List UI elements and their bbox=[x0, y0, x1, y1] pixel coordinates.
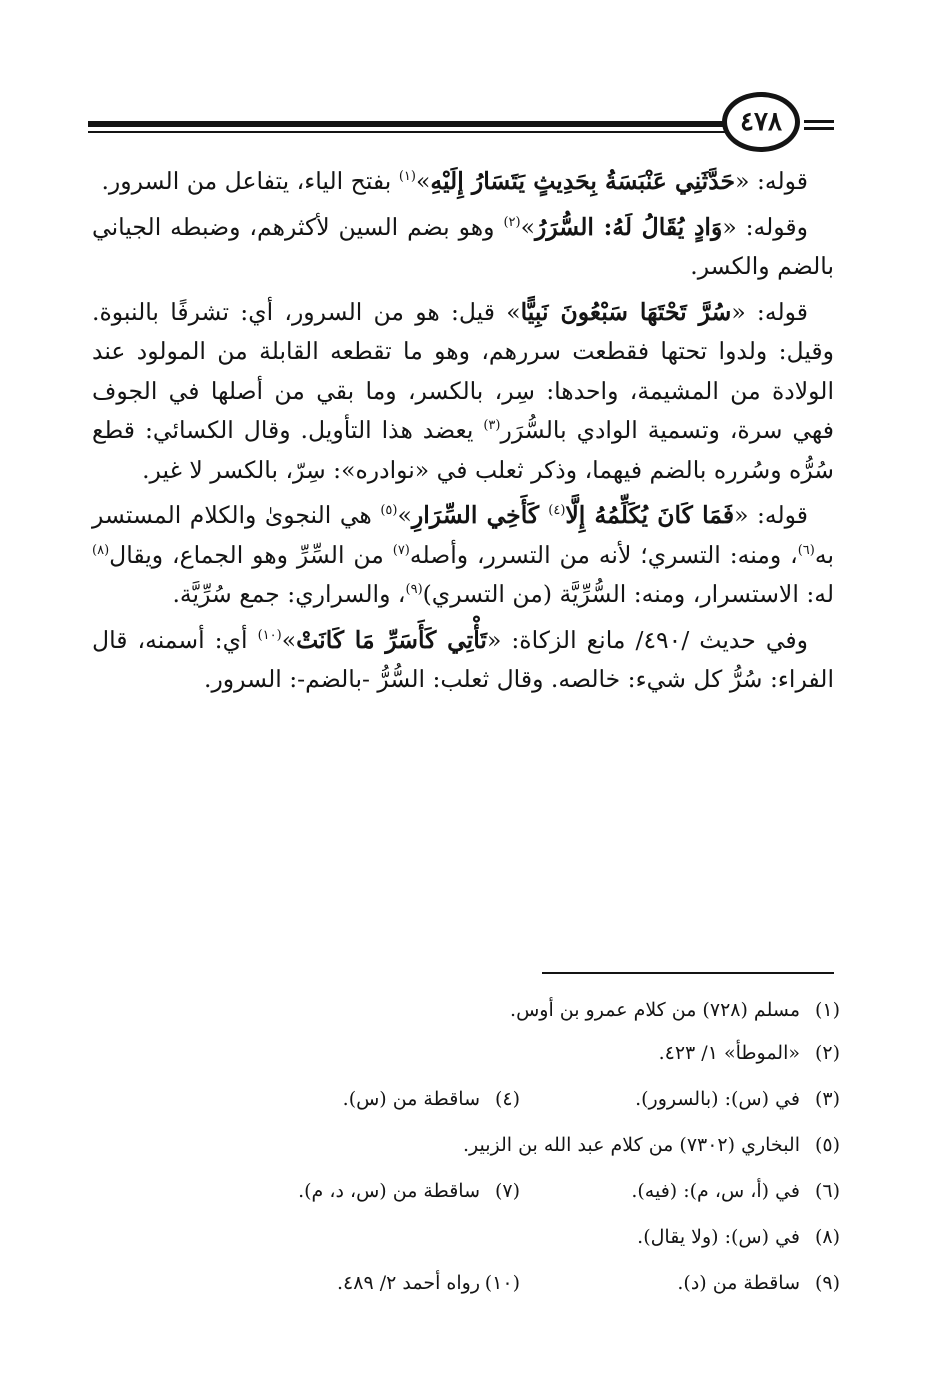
footnote-number: (٨) bbox=[814, 1226, 840, 1248]
footnote-2 bbox=[200, 1042, 840, 1064]
paragraph-1 bbox=[92, 162, 834, 202]
paragraph-text: قيل: هو من السرور، أي: تشرفًا بالنبوة. وقيل: ولدوا تحتها فقطعت سررهم، وهو ما تقطعه القابلة من المولود عند الولادة من المشيمة، واحدها: سِر، بالكسر، وما بقي من أصلها في الجوف فهي سرة، وتسمية الوادي بالسُّرَر bbox=[92, 297, 834, 444]
footnote-4 bbox=[200, 1088, 520, 1110]
footnote-ref: (٣) bbox=[483, 418, 501, 434]
paragraph-lead: قوله: « bbox=[734, 501, 808, 529]
header-rule-thin bbox=[88, 131, 730, 133]
footnote-ref: (٩) bbox=[405, 582, 423, 598]
footnote-row bbox=[200, 1214, 840, 1260]
footnote-ref: (٨) bbox=[92, 542, 110, 558]
hadith-quote: فَمَا كَانَ يُكَلِّمُهُ إِلَّا bbox=[565, 501, 735, 529]
footnote-text: رواه أحمد ٢/ ٤٨٩. bbox=[337, 1272, 480, 1294]
quote-close: » bbox=[397, 501, 412, 529]
footnote-text: «الموطأ» ١/ ٤٢٣. bbox=[658, 1042, 800, 1064]
paragraph-text: بفتح الياء، يتفاعل من السرور. bbox=[101, 167, 399, 195]
footnote-5 bbox=[200, 1134, 840, 1156]
footnote-number: (١٠) bbox=[484, 1272, 520, 1294]
paragraph-2 bbox=[92, 208, 834, 287]
paragraph-text: ، ومنه: التسري؛ لأنه من التسرر، وأصله bbox=[409, 540, 798, 569]
footnote-1 bbox=[200, 999, 840, 1021]
footnote-ref: (٦) bbox=[797, 542, 815, 558]
page-number: ٤٧٨ bbox=[740, 107, 782, 137]
footnote-ref: (٢) bbox=[503, 214, 521, 230]
header-rule-right-upper bbox=[804, 120, 834, 123]
footnote-text: ساقطة من (س). bbox=[342, 1088, 480, 1110]
footnote-text: في (أ، س، م): (فيه). bbox=[631, 1180, 800, 1202]
footnote-ref: (٧) bbox=[392, 542, 410, 558]
hadith-quote: كَأَخِي السِّرَارِ bbox=[411, 501, 549, 529]
footnote-number: (٣) bbox=[814, 1088, 840, 1110]
paragraph-text: أي: أسمنه، قال الفراء: سُرُّ كل شيء: خالصه. وقال ثعلب: السُّرُّ -بالضم-: السرور. bbox=[92, 625, 834, 693]
footnote-text: البخاري (٧٣٠٢) من كلام عبد الله بن الزبير. bbox=[462, 1134, 800, 1156]
footnote-row bbox=[200, 1168, 840, 1214]
footnote-number: (٧) bbox=[494, 1180, 520, 1202]
footnote-ref: (٥) bbox=[380, 503, 398, 519]
hadith-quote: وَادٍ يُقَالُ لَهُ: السُّرَرُ bbox=[534, 212, 723, 241]
footnote-row bbox=[200, 1260, 840, 1306]
hadith-quote: سُرَّ تَحْتَهَا سَبْعُونَ نَبِيًّا bbox=[520, 297, 732, 326]
footnote-number: (٥) bbox=[814, 1134, 840, 1156]
footnote-ref: (١٠) bbox=[257, 627, 282, 643]
paragraph-lead: وفي حديث /٤٩٠/ مانع الزكاة: « bbox=[486, 625, 808, 654]
footnote-text: في (س): (ولا يقال). bbox=[637, 1226, 800, 1248]
hadith-quote: حَدَّثَنِي عَنْبَسَةُ بِحَدِيثٍ يَتَسَارُ إِلَيْهِ bbox=[430, 167, 736, 195]
quote-close: » bbox=[281, 625, 297, 654]
quote-close: » bbox=[506, 297, 521, 326]
paragraph-lead: وقوله: « bbox=[722, 212, 809, 241]
footnotes bbox=[200, 990, 840, 1306]
footnote-number: (٤) bbox=[494, 1088, 520, 1110]
paragraph-text: وهو بضم السين لأكثرهم، وضبطه الجياني بالضم والكسر. bbox=[92, 212, 834, 280]
footnote-3 bbox=[520, 1088, 840, 1110]
main-text bbox=[92, 162, 834, 700]
header-rule-right-lower bbox=[804, 127, 834, 130]
paragraph-3 bbox=[92, 293, 834, 491]
footnote-number: (٩) bbox=[814, 1272, 840, 1294]
paragraph-lead: قوله: « bbox=[731, 297, 808, 326]
footnote-row bbox=[200, 990, 840, 1030]
page-header bbox=[88, 92, 834, 156]
footnote-number: (٢) bbox=[814, 1042, 840, 1064]
paragraph-text: هي النجوىٰ والكلام المستسر به bbox=[92, 501, 834, 569]
footnote-number: (٦) bbox=[814, 1180, 840, 1202]
footnote-row bbox=[200, 1122, 840, 1168]
footnote-ref: (٤) bbox=[548, 503, 566, 519]
footnote-6 bbox=[520, 1180, 840, 1202]
paragraph-text: له: الاستسرار، ومنه: السُّرِّيَّة (من التسري) bbox=[422, 580, 834, 608]
footnote-text: مسلم (٧٢٨) من كلام عمرو بن أوس. bbox=[510, 999, 800, 1021]
paragraph-text: من السِّرِّ وهو الجماع، ويقال bbox=[109, 540, 393, 569]
footnote-9 bbox=[520, 1272, 840, 1294]
hadith-quote: تَأْتِي كَأَسَرِّ مَا كَانَتْ bbox=[296, 625, 487, 654]
footnote-text: ساقطة من (س، د، م). bbox=[298, 1180, 480, 1202]
footnote-row bbox=[200, 1030, 840, 1076]
footnote-ref: (١) bbox=[398, 169, 416, 185]
header-rule-thick bbox=[88, 121, 730, 127]
footnote-8 bbox=[200, 1226, 840, 1248]
footnote-number: (١) bbox=[814, 999, 840, 1021]
footnote-row bbox=[200, 1076, 840, 1122]
footnote-text: في (س): (بالسرور). bbox=[635, 1088, 800, 1110]
quote-close: » bbox=[415, 167, 431, 195]
footnote-7 bbox=[200, 1180, 520, 1202]
page-number-badge bbox=[722, 92, 800, 152]
footnote-text: ساقطة من (د). bbox=[677, 1272, 800, 1294]
paragraph-4 bbox=[92, 496, 834, 615]
paragraph-lead: قوله: « bbox=[735, 167, 808, 195]
paragraph-text: يعضد هذا التأويل. وقال الكسائي: قطع سُرُّه وسُرره بالضم فيهما، وذكر ثعلب في «نوادره»: سِرّ، بالكسر لا غير. bbox=[92, 416, 834, 484]
quote-close: » bbox=[520, 212, 535, 241]
footnote-separator bbox=[542, 972, 834, 974]
paragraph-text: ، والسراري: جمع سُرِّيَّة. bbox=[172, 580, 406, 608]
footnote-10 bbox=[200, 1272, 520, 1294]
paragraph-5 bbox=[92, 621, 834, 700]
